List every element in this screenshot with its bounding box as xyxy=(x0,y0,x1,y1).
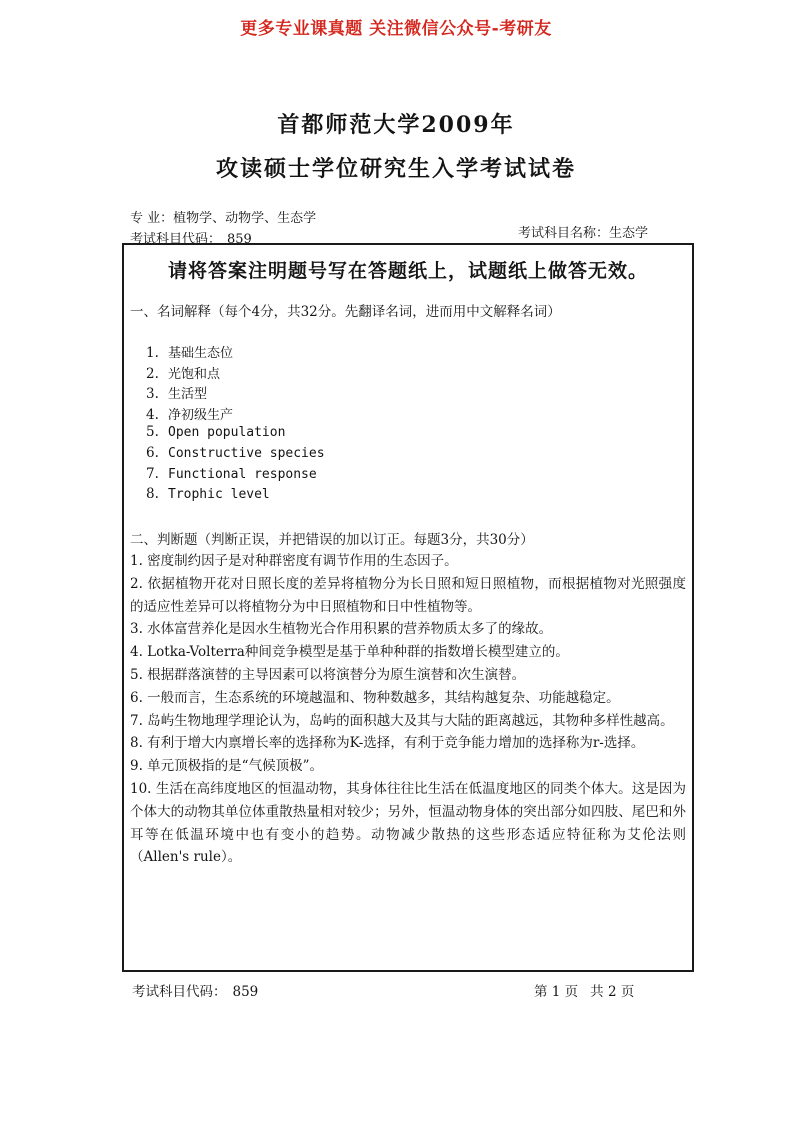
subject-name-line xyxy=(518,222,648,241)
judgment-question: 6. 一般而言，生态系统的环境越温和、物种数越多，其结构越复杂、功能越稳定。 xyxy=(130,689,620,706)
section1-heading: 一、名词解释（每个4分，共32分。先翻译名词，进而用中文解释名词） xyxy=(130,304,561,320)
page-current: 第 1 页 xyxy=(534,984,579,1000)
term-text: 光饱和点 xyxy=(168,366,221,382)
judgment-question: 4. Lotka-Volterra种间竞争模型是基于单种种群的指数增长模型建立的。 xyxy=(130,644,569,661)
judgment-question: 7. 岛屿生物地理学理论认为，岛屿的面积越大及其与大陆的距离越远，其物种多样性越高。 xyxy=(130,712,674,729)
footer-subject-code xyxy=(132,980,258,1000)
term-number: 4. xyxy=(146,406,159,423)
term-item xyxy=(146,466,325,487)
term-number: 5. xyxy=(146,424,159,441)
term-text: Open population xyxy=(168,425,286,441)
term-item xyxy=(146,404,325,425)
promo-banner: 更多专业课真题 关注微信公众号-考研友 xyxy=(240,19,552,39)
judgment-question: 10. 生活在高纬度地区的恒温动物，其身体往往比生活在低温度地区的同类个体大。这是因为个体大的动物其单位体重散热量相对较少；另外，恒温动物身体的突出部分如四肢、尾巴和外耳等在低温环境中也有变小的趋势。动物减少散热的这些形态适应特征称为艾伦法则（Allen's rule）。 xyxy=(130,780,686,866)
footer-code-label: 考试科目代码： xyxy=(132,984,227,1000)
term-number: 7. xyxy=(146,465,159,482)
term-number: 2. xyxy=(146,365,159,382)
subject-code-label: 考试科目代码： xyxy=(130,232,222,247)
term-text: 净初级生产 xyxy=(168,407,234,423)
section2-heading: 二、判断题（判断正误，并把错误的加以订正。每题3分，共30分） xyxy=(130,532,534,548)
exam-title-name: 攻读硕士学位研究生入学考试试卷 xyxy=(215,156,576,182)
term-number: 3. xyxy=(146,386,159,403)
exam-title-university: 首都师范大学2009年 xyxy=(277,112,515,138)
subject-code-value: 859 xyxy=(227,232,252,247)
judgment-question-list xyxy=(130,550,686,869)
term-text: Trophic level xyxy=(168,487,270,503)
major-value: 植物学、动物学、生态学 xyxy=(173,211,317,226)
judgment-question: 2. 依据植物开花对日照长度的差异将植物分为长日照和短日照植物，而根据植物对光照强度的适应性差异可以将植物分为中日照植物和日中性植物等。 xyxy=(130,575,686,615)
footer-code-value: 859 xyxy=(232,984,259,1000)
term-item xyxy=(146,342,325,363)
judgment-question: 5. 根据群落演替的主导因素可以将演替分为原生演替和次生演替。 xyxy=(130,666,526,683)
term-item xyxy=(146,486,325,507)
page-total: 共 2 页 xyxy=(590,984,635,1000)
term-item xyxy=(146,445,325,466)
term-list xyxy=(146,342,325,507)
judgment-question: 3. 水体富营养化是因水生植物光合作用积累的营养物质太多了的缘故。 xyxy=(130,621,553,638)
term-number: 6. xyxy=(146,444,159,461)
term-item xyxy=(146,424,325,445)
subject-name-value: 生态学 xyxy=(609,226,649,241)
judgment-question: 1. 密度制约因子是对种群密度有调节作用的生态因子。 xyxy=(130,553,458,569)
major-line xyxy=(130,207,316,226)
term-item xyxy=(146,383,325,404)
term-text: Constructive species xyxy=(168,445,325,461)
judgment-question: 8. 有利于增大内禀增长率的选择称为K-选择，有利于竞争能力增加的选择称为r-选择。 xyxy=(130,735,645,752)
term-number: 8. xyxy=(146,486,159,503)
term-text: 基础生态位 xyxy=(168,346,234,361)
subject-name-label: 考试科目名称： xyxy=(518,226,610,241)
term-number: 1. xyxy=(146,345,159,361)
answer-notice: 请将答案注明题号写在答题纸上，试题纸上做答无效。 xyxy=(167,260,648,282)
page-indicator xyxy=(534,980,634,1000)
term-text: 生活型 xyxy=(168,387,208,403)
term-text: Functional response xyxy=(168,466,317,482)
major-label: 专 业： xyxy=(130,211,174,226)
term-item xyxy=(146,363,325,384)
judgment-question: 9. 单元顶极指的是“气候顶极”。 xyxy=(130,758,323,775)
